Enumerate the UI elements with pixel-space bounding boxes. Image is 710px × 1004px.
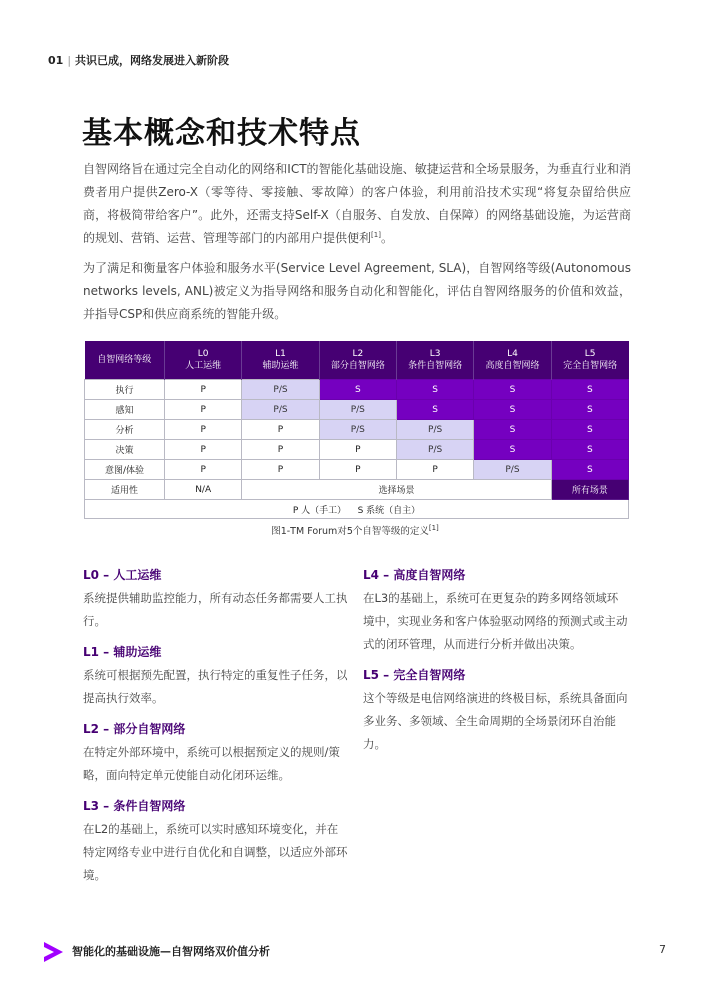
table-cell: P — [242, 460, 319, 480]
table-cell: P — [165, 400, 242, 420]
level-heading: L5 – 完全自智网络 — [363, 668, 466, 682]
table-cell: S — [474, 380, 551, 400]
table-cell: N/A — [165, 480, 242, 500]
level-body: 系统可根据预先配置，执行特定的重复性子任务，以提高执行效率。 — [83, 668, 348, 705]
header-separator: | — [67, 54, 72, 67]
table-cell: S — [551, 460, 628, 480]
table-row — [85, 420, 629, 440]
figure-caption — [0, 523, 710, 537]
intro-end: 。 — [380, 231, 393, 245]
reference-mark: [1] — [428, 523, 439, 532]
legend-row — [85, 500, 629, 519]
row-label: 执行 — [85, 380, 165, 400]
table-cell: P — [396, 460, 473, 480]
table-row — [85, 380, 629, 400]
table-cell: S — [551, 400, 628, 420]
level-header-l4: L4 高度自智网络 — [474, 341, 551, 380]
table-cell: S — [474, 440, 551, 460]
row-label: 分析 — [85, 420, 165, 440]
table-cell: S — [474, 420, 551, 440]
table-cell: P/S — [319, 420, 396, 440]
table-cell: P — [165, 460, 242, 480]
level-body: 这个等级是电信网络演进的终极目标，系统具备面向多业务、多领域、全生命周期的全场景闭环自治能力。 — [363, 691, 628, 751]
level-body: 在L3的基础上，系统可在更复杂的跨多网络领域环境中，实现业务和客户体验驱动网络的预测式或主动式的闭环管理，从而进行分析并做出决策。 — [363, 591, 628, 651]
table-cell: S — [551, 440, 628, 460]
table-cell: P/S — [242, 380, 319, 400]
table-cell: S — [551, 380, 628, 400]
table-cell: S — [551, 420, 628, 440]
level-header-l0: L0 人工运维 — [165, 341, 242, 380]
level-description-l1 — [83, 643, 349, 710]
level-description-l5 — [363, 666, 629, 756]
table-cell: P — [165, 440, 242, 460]
chevron-right-icon — [42, 940, 64, 968]
intro-paragraph — [83, 158, 631, 250]
level-heading: L2 – 部分自智网络 — [83, 722, 186, 736]
level-body: 在L2的基础上，系统可以实时感知环境变化，并在特定网络专业中进行自优化和自调整，以适应外部环境。 — [83, 822, 348, 882]
row-label: 决策 — [85, 440, 165, 460]
table-legend: P 人（手工） S 系统（自主） — [85, 500, 629, 519]
table-cell: P — [319, 440, 396, 460]
table-cell: P — [165, 420, 242, 440]
level-header-l3: L3 条件自智网络 — [396, 341, 473, 380]
level-header-l5: L5 完全自智网络 — [551, 341, 628, 380]
row-label: 适用性 — [85, 480, 165, 500]
table-row — [85, 400, 629, 420]
level-description-l4 — [363, 566, 629, 656]
table-cell: S — [474, 400, 551, 420]
level-body: 系统提供辅助监控能力，所有动态任务都需要人工执行。 — [83, 591, 348, 628]
intro-text: 自智网络旨在通过完全自动化的网络和ICT的智能化基础设施、敏捷运营和全场景服务，为垂直行业和消费者用户提供Zero-X（零等待、零接触、零故障）的客户体验，利用前沿技术实现“将复杂留给供应商，将极简带给客户”。此外，还需支持Self-X（自服务、自发放、自保障）的网络基础设施，为运营商的规划、营销、运营、管理等部门的内部用户提供便利 — [83, 162, 631, 245]
levels-right-column — [363, 566, 629, 766]
caption-text: 图1-TM Forum对5个自智等级的定义 — [271, 526, 429, 537]
sla-paragraph: 为了满足和衡量客户体验和服务水平(Service Level Agreement, SLA)，自智网络等级(Autonomous networks levels, ANL)被定义为指导网络和服务自动化和智能化，评估自智网络服务的价值和效益，并指导CSP和供应商系统的智能升级。 — [83, 261, 631, 321]
table-cell: S — [396, 380, 473, 400]
table-row — [85, 460, 629, 480]
level-header-l1: L1 辅助运维 — [242, 341, 319, 380]
level-heading: L1 – 辅助运维 — [83, 645, 162, 659]
footer-title: 智能化的基础设施—自智网络双价值分析 — [72, 945, 270, 958]
page-title: 基本概念和技术特点 — [82, 116, 361, 151]
level-description-l3 — [83, 797, 349, 887]
scope-row — [85, 480, 629, 500]
table-header-row — [85, 341, 629, 380]
table-cell: P/S — [242, 400, 319, 420]
page-number: 7 — [659, 943, 666, 956]
level-body: 在特定外部环境中，系统可以根据预定义的规则/策 略，面向特定单元使能自动化闭环运维。 — [83, 745, 340, 782]
table-row — [85, 440, 629, 460]
autonomy-level-table — [84, 341, 629, 519]
table-corner-header: 自智网络等级 — [85, 341, 165, 380]
table-cell: P/S — [474, 460, 551, 480]
table-cell: P/S — [396, 440, 473, 460]
table-cell: P — [242, 440, 319, 460]
scope-selected-scenarios: 选择场景 — [242, 480, 551, 500]
level-heading: L3 – 条件自智网络 — [83, 799, 186, 813]
level-description-l0 — [83, 566, 349, 633]
table-cell: P — [319, 460, 396, 480]
row-label: 感知 — [85, 400, 165, 420]
table-cell: P/S — [396, 420, 473, 440]
scope-all-scenarios: 所有场景 — [551, 480, 628, 500]
level-heading: L4 – 高度自智网络 — [363, 568, 466, 582]
level-heading: L0 – 人工运维 — [83, 568, 162, 582]
row-label: 意图/体验 — [85, 460, 165, 480]
table-cell: S — [319, 380, 396, 400]
section-title: 共识已成，网络发展进入新阶段 — [75, 54, 230, 67]
level-header-l2: L2 部分自智网络 — [319, 341, 396, 380]
running-header — [48, 52, 229, 68]
table-cell: S — [396, 400, 473, 420]
table-cell: P — [242, 420, 319, 440]
levels-left-column — [83, 566, 349, 897]
table-cell: P — [165, 380, 242, 400]
table-cell: P/S — [319, 400, 396, 420]
level-description-l2 — [83, 720, 349, 787]
reference-mark: [1] — [371, 231, 381, 239]
section-number: 01 — [48, 54, 64, 67]
